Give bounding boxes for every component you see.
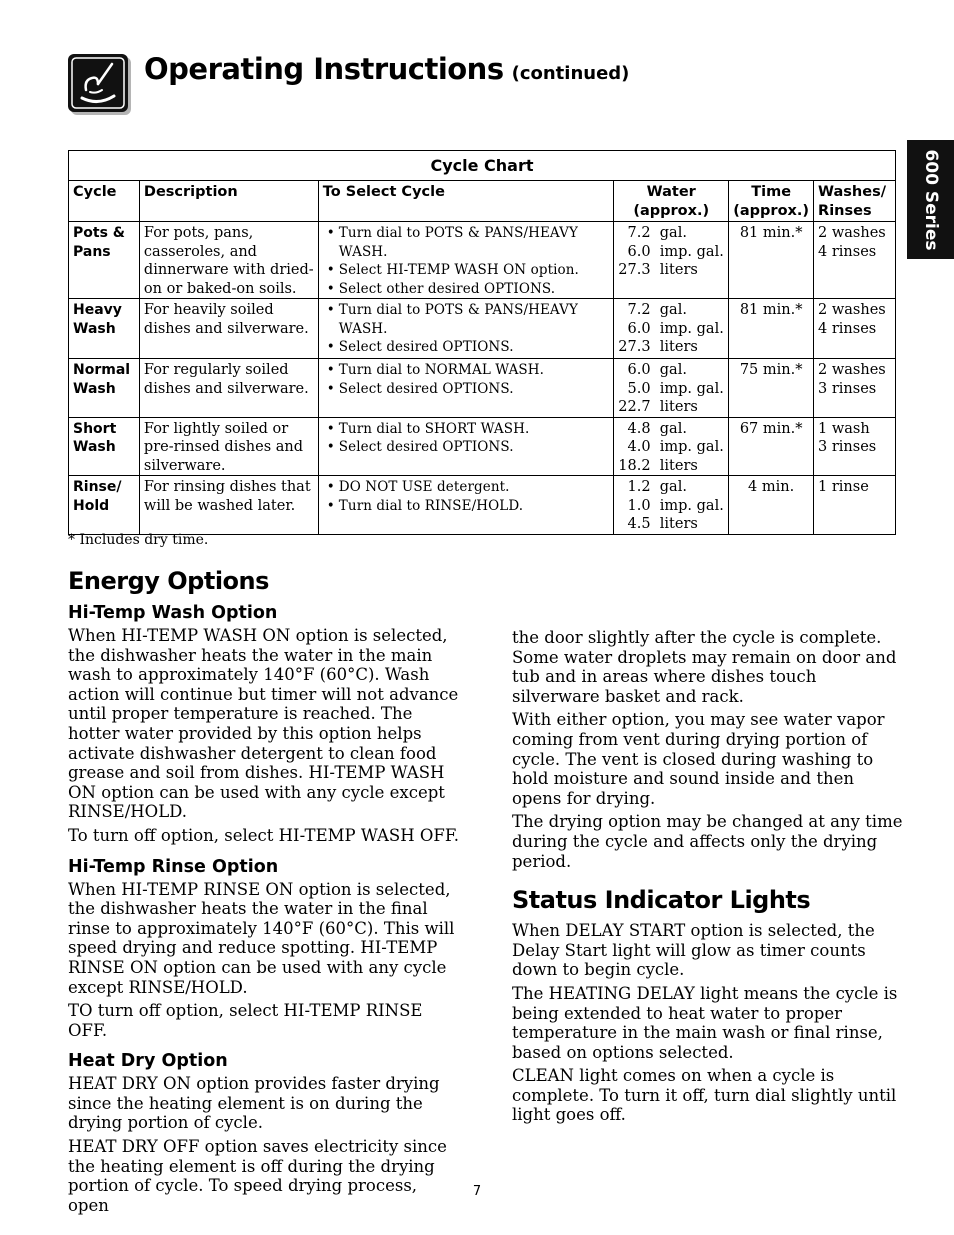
select-steps [318, 417, 613, 476]
select-step: • Turn dial to SHORT WASH. [323, 420, 609, 439]
cycle-name: Short Wash [69, 417, 140, 476]
cycle-name: Normal Wash [69, 359, 140, 418]
select-steps [318, 299, 613, 359]
cycle-time: 4 min. [729, 476, 814, 535]
cycle-time: 67 min.* [729, 417, 814, 476]
cycle-name: Rinse/ Hold [69, 476, 140, 535]
select-step: • Turn dial to NORMAL WASH. [323, 361, 609, 380]
water-value: 6.0 imp. gal. [618, 243, 724, 260]
page-title [144, 52, 629, 86]
column-header: Description [139, 181, 318, 222]
water-value: 22.7 liters [618, 399, 698, 415]
water-value: 1.2 gal. [618, 479, 687, 495]
hitemp-wash-off-paragraph: To turn off option, select HI-TEMP WASH OFF. [68, 825, 459, 845]
water-value: 18.2 liters [618, 457, 698, 474]
table-footnote: * Includes dry time. [68, 532, 209, 548]
page-title-text: Operating Instructions [144, 52, 504, 86]
hitemp-rinse-paragraph: When HI-TEMP RINSE ON option is selected, the dishwasher heats the water in the final rinse to approximately 140°F (60°C). This will speed drying and reduce spotting. HI-TEMP RINSE ON option can be used with any cycle except RINSE/HOLD. [68, 879, 455, 997]
water-value: 7.2 gal. [618, 225, 687, 241]
cycle-description: For rinsing dishes that will be washed later. [139, 476, 318, 535]
washes-rinses: 1 wash 3 rinses [814, 417, 896, 476]
delay-start-paragraph: When DELAY START option is selected, the Delay Start light will glow as timer counts down to begin cycle. [512, 921, 875, 980]
washes-rinses: 1 rinse [814, 476, 896, 535]
cycle-chart-title: Cycle Chart [69, 151, 896, 181]
table-row [69, 299, 896, 359]
status-lights-heading: Status Indicator Lights [512, 886, 811, 915]
select-step: • Select HI-TEMP WASH ON option. [323, 261, 609, 280]
water-value: 5.0 imp. gal. [618, 380, 724, 397]
left-column [68, 566, 460, 1219]
cycle-chart-table [68, 150, 896, 535]
select-steps [318, 476, 613, 535]
table-header-row [69, 181, 896, 222]
washes-rinses: 2 washes 3 rinses [814, 359, 896, 418]
column-header: Time (approx.) [729, 181, 814, 222]
table-row [69, 417, 896, 476]
water-amount [614, 417, 729, 476]
water-value: 6.0 imp. gal. [618, 320, 724, 337]
drying-option-paragraph: The drying option may be changed at any time during the cycle and affects only the drying period. [512, 812, 903, 871]
cycle-name: Pots & Pans [69, 222, 140, 299]
cycle-description: For pots, pans, casseroles, and dinnerware with dried-on or baked-on soils. [139, 222, 318, 299]
page-number: 7 [472, 1184, 482, 1199]
cycle-time: 75 min.* [729, 359, 814, 418]
select-step: • Turn dial to POTS & PANS/HEAVY WASH. [323, 224, 609, 261]
water-value: 4.5 liters [618, 516, 698, 532]
continued-label: (continued) [511, 63, 630, 84]
page-header [68, 52, 888, 116]
select-step: • Select desired OPTIONS. [323, 338, 609, 357]
water-value: 27.3 liters [618, 339, 698, 355]
select-steps [318, 222, 613, 299]
water-vapor-paragraph: With either option, you may see water vapor coming from vent during drying portion of cycle. The vent is closed during washing to hold moisture and sound inside and then opens for drying. [512, 710, 885, 808]
water-amount [614, 222, 729, 299]
cycle-time: 81 min.* [729, 222, 814, 299]
table-row [69, 476, 896, 535]
washes-rinses: 2 washes 4 rinses [814, 222, 896, 299]
water-value: 27.3 liters [618, 262, 698, 278]
hitemp-rinse-off-paragraph: TO turn off option, select HI-TEMP RINSE OFF. [68, 1001, 423, 1040]
cycle-name: Heavy Wash [69, 299, 140, 359]
hitemp-rinse-heading: Hi-Temp Rinse Option [68, 856, 279, 877]
column-header: Cycle [69, 181, 140, 222]
water-amount [614, 299, 729, 359]
select-step: • Select desired OPTIONS. [323, 380, 609, 399]
column-header: Washes/ Rinses [814, 181, 896, 222]
water-amount [614, 476, 729, 535]
right-column [512, 628, 904, 1129]
cycle-description: For regularly soiled dishes and silverware. [139, 359, 318, 418]
table-row [69, 359, 896, 418]
heating-delay-paragraph: The HEATING DELAY light means the cycle is being extended to heat water to proper temperature in the main wash or final rinse, based on options selected. [512, 983, 898, 1062]
hitemp-wash-paragraph: When HI-TEMP WASH ON option is selected, the dishwasher heats the water in the main wash to approximately 140°F (60°C). Wash action will continue but timer will not advance until proper temperature is reached. The hotter water provided by this option helps activate dishwasher detergent to clean food grease and soil from dishes. HI-TEMP WASH ON option can be used with any cycle except RINSE/HOLD. [68, 626, 459, 822]
select-steps [318, 359, 613, 418]
cycle-description: For lightly soiled or pre-rinsed dishes and silverware. [139, 417, 318, 476]
column-header: Water (approx.) [614, 181, 729, 222]
select-step: • DO NOT USE detergent. [323, 478, 609, 497]
clean-light-paragraph: CLEAN light comes on when a cycle is complete. To turn it off, turn dial slightly until light goes off. [512, 1066, 897, 1125]
washes-rinses: 2 washes 4 rinses [814, 299, 896, 359]
heat-dry-off-paragraph: HEAT DRY OFF option saves electricity since the heating element is off during the drying portion of cycle. To speed drying process, open [68, 1137, 447, 1215]
table-row [69, 222, 896, 299]
cycle-description: For heavily soiled dishes and silverware. [139, 299, 318, 359]
hitemp-wash-heading: Hi-Temp Wash Option [68, 603, 278, 623]
heat-dry-heading: Heat Dry Option [68, 1051, 228, 1072]
heat-dry-on-paragraph: HEAT DRY ON option provides faster drying since the heating element is on during the drying portion of cycle. [68, 1074, 440, 1133]
dish-hand-icon [68, 54, 128, 112]
energy-options-heading: Energy Options [68, 567, 269, 595]
water-amount [614, 359, 729, 418]
select-step: • Select desired OPTIONS. [323, 438, 609, 457]
series-tab-label: 600 Series [920, 148, 941, 251]
column-header: To Select Cycle [318, 181, 613, 222]
select-step: • Turn dial to RINSE/HOLD. [323, 497, 609, 516]
water-value: 4.8 gal. [618, 420, 687, 437]
water-value: 1.0 imp. gal. [618, 497, 724, 514]
select-step: • Select other desired OPTIONS. [323, 280, 609, 299]
select-step: • Turn dial to POTS & PANS/HEAVY WASH. [323, 301, 609, 338]
heat-dry-continued-paragraph: the door slightly after the cycle is complete. Some water droplets may remain on door and tub and in areas where dishes touch silverware basket and rack. [512, 628, 897, 706]
water-value: 4.0 imp. gal. [618, 439, 724, 455]
cycle-time: 81 min.* [729, 299, 814, 359]
water-value: 7.2 gal. [618, 302, 687, 318]
water-value: 6.0 gal. [618, 362, 687, 378]
series-tab [907, 140, 954, 259]
